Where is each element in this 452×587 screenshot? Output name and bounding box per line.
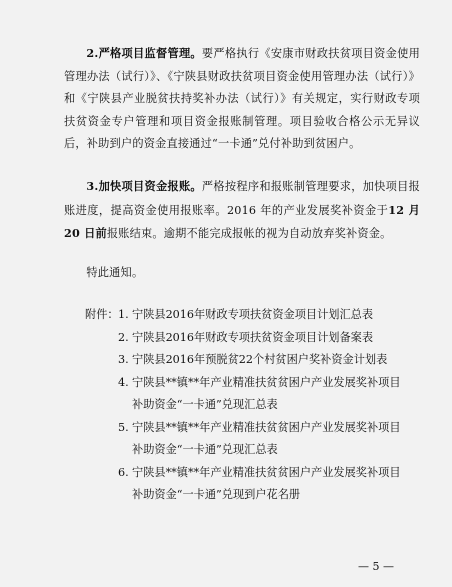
attachment-number: 2.: [118, 330, 129, 344]
section-2-heading: 2.严格项目监督管理。: [86, 46, 202, 60]
attachment-number: 4.: [118, 375, 129, 389]
attachment-number: 1.: [118, 308, 129, 321]
attachment-number: 3.: [118, 353, 129, 366]
section-3-heading: 3.加快项目资金报账。: [86, 179, 202, 193]
attachments-label: 附件：: [85, 308, 119, 321]
section-3-deadline: 12 月 20 日前: [64, 202, 421, 240]
attachment-number: 5.: [118, 420, 129, 434]
section-3-body-before: 严格按程序和报账制管理要求，加快项目报账进度，提高资金使用报账率。2016 年的产业发展奖补资金于: [64, 180, 420, 217]
attachment-item: [118, 462, 408, 507]
attachment-title: 宁陕县**镇**年产业精准扶贫贫困户产业发展奖补项目补助资金“一卡通”兑现到户花名册: [132, 465, 401, 501]
attachment-item: [118, 417, 408, 462]
section-3-paragraph: [64, 175, 420, 246]
attachment-title: 宁陕县2016年财政专项扶贫资金项目计划汇总表: [132, 308, 374, 321]
attachments-list: [118, 304, 408, 507]
attachment-item: [118, 372, 408, 417]
attachment-title: 宁陕县2016年预脱贫22个村贫困户奖补资金计划表: [132, 353, 388, 366]
section-2-paragraph: [64, 42, 420, 156]
attachment-item: [118, 327, 408, 350]
attachment-title: 宁陕县**镇**年产业精准扶贫贫困户产业发展奖补项目补助资金“一卡通”兑现汇总表: [132, 420, 401, 456]
notice-line: 特此通知。: [86, 266, 144, 279]
attachment-title: 宁陕县**镇**年产业精准扶贫贫困户产业发展奖补项目补助资金“一卡通”兑现汇总表: [132, 375, 401, 411]
page-number: — 5 —: [358, 560, 394, 573]
attachment-number: 6.: [118, 465, 129, 479]
section-3-body-after: 报账结束。逾期不能完成报帐的视为自动放弃奖补资金。: [106, 227, 392, 240]
attachment-item: [118, 304, 408, 327]
section-2-body: 要严格执行《安康市财政扶贫项目资金使用管理办法（试行）》、《宁陕县财政扶贫项目资金使用管理办法（试行）》和《宁陕县产业脱贫扶持奖补办法（试行）》有关规定，实行财政专项扶贫资金专户管理和项目资金报账制管理。项目验收合格公示无异议后，补助到户的资金直接通过“一卡通”兑付补助到贫困户。: [64, 47, 420, 150]
attachment-item: [118, 349, 408, 372]
attachment-title: 宁陕县2016年财政专项扶贫资金项目计划备案表: [132, 330, 374, 344]
